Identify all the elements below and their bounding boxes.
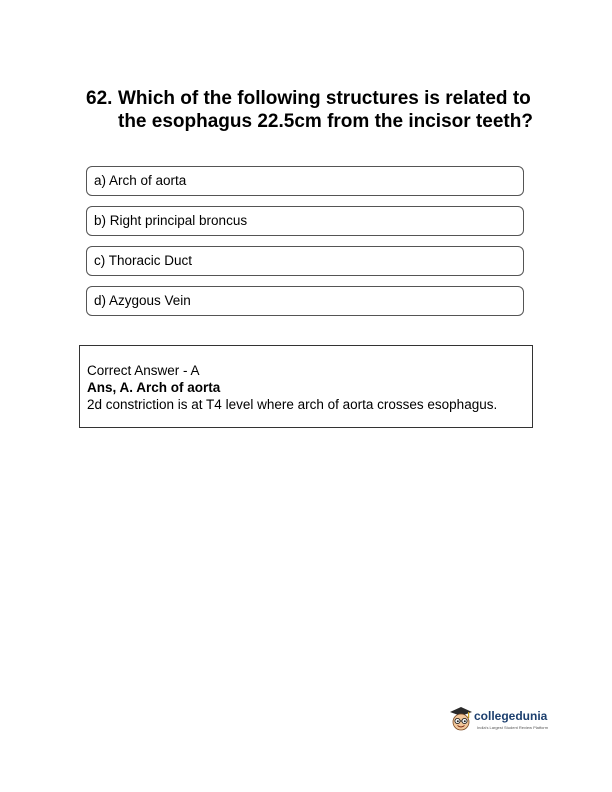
option-c[interactable]: c) Thoracic Duct	[86, 246, 524, 276]
answer-explanation: 2d constriction is at T4 level where arch of aorta crosses esophagus.	[87, 397, 498, 412]
question-text: Which of the following structures is related to the esophagus 22.5cm from the incisor teeth?	[118, 88, 533, 132]
correct-answer: Correct Answer - A	[87, 363, 200, 378]
option-b[interactable]: b) Right principal broncus	[86, 206, 524, 236]
logo-text: collegedunia	[474, 709, 548, 723]
answer-box	[79, 345, 533, 428]
mascot-logo-icon	[448, 703, 474, 735]
answer-title: Ans, A. Arch of aorta	[87, 380, 221, 395]
option-d[interactable]: d) Azygous Vein	[86, 286, 524, 316]
logo-tagline: India's Largest Student Review Platform	[477, 725, 549, 730]
question	[86, 87, 536, 133]
option-a[interactable]: a) Arch of aorta	[86, 166, 524, 196]
question-number: 62.	[86, 88, 113, 109]
collegedunia-logo	[448, 703, 564, 739]
